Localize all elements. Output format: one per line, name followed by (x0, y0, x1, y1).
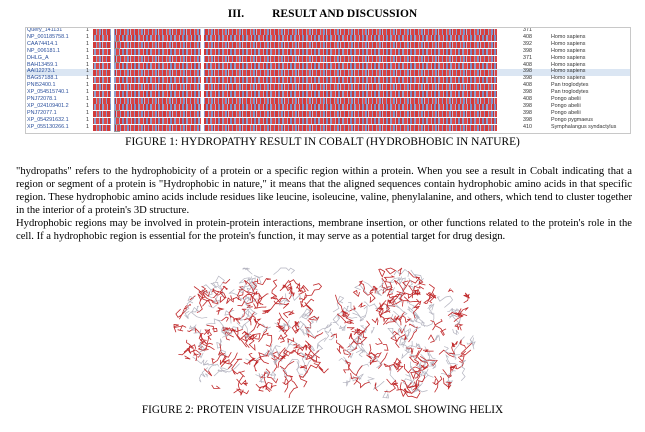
backbone-strand (302, 312, 310, 319)
sequence-end: 398 (523, 116, 532, 123)
alignment-gap (201, 28, 204, 131)
sequence-id-link[interactable]: Query_141131 (27, 27, 63, 33)
backbone-strand (206, 319, 215, 325)
helix-strand (356, 380, 370, 388)
sequence-id-link[interactable]: NP_001185758.1 (27, 33, 69, 40)
backbone-strand (242, 311, 253, 330)
helix-strand (409, 324, 418, 342)
backbone-strand (205, 374, 208, 377)
sequence-start: 1 (86, 116, 89, 123)
hydropathy-strip (93, 29, 497, 35)
sequence-start: 1 (86, 123, 89, 130)
backbone-strand (394, 270, 409, 277)
helix-strand (433, 326, 447, 336)
helix-strand (455, 322, 462, 330)
backbone-strand (243, 268, 252, 274)
sequence-start: 1 (86, 82, 89, 89)
sequence-start: 1 (86, 68, 89, 75)
sequence-organism: Homo sapiens (551, 61, 586, 68)
backbone-strand (421, 313, 434, 327)
helix-strand (221, 317, 228, 322)
backbone-strand (437, 296, 452, 307)
backbone-strand (217, 339, 222, 349)
backbone-strand (409, 278, 414, 287)
backbone-strand (300, 309, 311, 319)
sequence-organism: Pongo abelii (551, 102, 581, 109)
sequence-end: 371 (523, 27, 532, 33)
sequence-organism: Pongo abelii (551, 109, 581, 116)
sequence-end: 408 (523, 33, 532, 40)
backbone-strand (453, 329, 459, 335)
backbone-strand (388, 328, 394, 337)
helix-strand (185, 356, 191, 359)
helix-strand (298, 345, 307, 355)
helix-strand (464, 293, 470, 303)
backbone-strand (406, 373, 412, 383)
alignment-gap (111, 28, 114, 131)
backbone-strand (266, 371, 276, 377)
sequence-id-link[interactable]: XP_055130266.1 (27, 123, 69, 130)
backbone-strand (275, 347, 280, 356)
backbone-strand (340, 325, 347, 331)
sequence-id-link[interactable]: XP_024109401.2 (27, 102, 69, 109)
hydropathy-strip (93, 42, 497, 48)
backbone-strand (411, 270, 422, 281)
helix-strand (376, 338, 383, 344)
helix-strand (259, 386, 272, 391)
helix-strand (260, 350, 270, 363)
helix-strand (262, 333, 272, 346)
backbone-strand (364, 302, 378, 309)
helix-strand (288, 338, 294, 342)
sequence-organism: Homo sapiens (551, 47, 586, 54)
helix-strand (280, 361, 294, 369)
sequence-end: 398 (523, 89, 532, 96)
paragraph-2: Hydrophobic regions may be involved in protein-protein interactions, membrane insertion, or other functions related to the protein's role in the cell. If a hydrophobic region is essential for the protein's function, it may serve as a potential target for drug design. (16, 218, 632, 243)
helix-strand (396, 364, 403, 372)
sequence-start: 1 (86, 40, 89, 47)
hydropathy-strip (93, 91, 497, 97)
sequence-start: 1 (86, 33, 89, 40)
hydropathy-strip (93, 35, 497, 41)
helix-strand (386, 268, 396, 274)
sequence-end: 398 (523, 68, 532, 75)
sequence-end: 392 (523, 40, 532, 47)
body-text (16, 165, 632, 244)
backbone-strand (454, 337, 464, 355)
sequence-organism: Homo sapiens (551, 68, 586, 75)
hydropathy-strip (93, 104, 497, 110)
helix-strand (280, 285, 292, 291)
helix-strand (359, 281, 365, 290)
backbone-strand (357, 364, 369, 373)
sequence-organism: Homo sapiens (551, 33, 586, 40)
helix-strand (300, 365, 307, 368)
sequence-end: 408 (523, 61, 532, 68)
helix-strand (414, 301, 421, 307)
sequence-start: 1 (86, 102, 89, 109)
helix-strand (359, 303, 366, 307)
sequence-organism: Pan troglodytes (551, 89, 589, 96)
helix-strand (372, 318, 378, 325)
hydropathy-strip (93, 63, 497, 69)
helix-strand (254, 304, 267, 309)
sequence-start: 1 (86, 54, 89, 61)
protein-structure-left (170, 264, 332, 402)
hydropathy-strip (93, 111, 497, 117)
helix-strand (212, 385, 220, 389)
sequence-start: 1 (86, 47, 89, 54)
backbone-strand (339, 357, 348, 364)
backbone-strand (361, 341, 374, 363)
backbone-strand (329, 323, 332, 327)
backbone-strand (390, 365, 395, 381)
hydropathy-strip (93, 49, 497, 55)
backbone-strand (372, 328, 375, 334)
section-heading (0, 8, 645, 20)
sequence-start: 1 (86, 61, 89, 68)
paragraph-1: "hydropaths" refers to the hydrophobicity of a protein or a specific region within a protein. When you see a result in Cobalt indicating that a region or segment of a protein is "Hydrophobic in nature," it means that the aligned sequences contain hydrophobic amino acids in that specific region. These hydrophobic amino acids include residues like leucine, isoleucine, valine, phenylalanine, and others, which tend to cluster together in the interior of a protein's 3D structure. (16, 166, 632, 217)
sequence-end: 410 (523, 123, 532, 130)
backbone-strand (281, 368, 287, 379)
hydropathy-strip (93, 70, 497, 76)
helix-strand (259, 324, 268, 342)
helix-strand (449, 288, 454, 292)
sequence-id-link[interactable]: NP_006181.1 (27, 47, 60, 54)
sequence-id-link[interactable]: CAA74414.1 (27, 40, 58, 47)
figure-1-caption: FIGURE 1: HYDROPATHY RESULT IN COBALT (HYDROBHOBIC IN NATURE) (125, 136, 520, 148)
backbone-strand (435, 335, 440, 341)
sequence-organism: Pongo pygmaeus (551, 116, 593, 123)
sequence-end: 371 (523, 54, 532, 61)
helix-strand (271, 280, 277, 299)
backbone-strand (359, 349, 364, 357)
hydropathy-strip (93, 118, 497, 124)
helix-strand (387, 289, 392, 296)
helix-strand (346, 362, 363, 376)
sequence-id-link[interactable]: DHLG_A (27, 54, 49, 61)
sequence-start: 1 (86, 75, 89, 82)
helix-strand (403, 281, 409, 291)
sequence-end: 398 (523, 102, 532, 109)
helix-strand (197, 294, 203, 313)
backbone-strand (368, 377, 374, 384)
helix-strand (280, 333, 287, 339)
helix-strand (284, 311, 294, 318)
backbone-strand (343, 377, 351, 386)
helix-strand (379, 269, 385, 277)
backbone-strand (216, 276, 225, 292)
hydropathy-strips (93, 28, 497, 131)
sequence-start: 1 (86, 109, 89, 116)
helix-strand (306, 351, 319, 359)
sequence-start: 1 (86, 89, 89, 96)
sequence-id-link[interactable]: XP_054515740.1 (27, 89, 69, 96)
sequence-organism: Pan troglodytes (551, 82, 589, 89)
sequence-id-link[interactable]: AAI12273.1 (27, 68, 56, 75)
backbone-strand (422, 375, 434, 382)
sequence-id-link[interactable]: BAG57188.1 (27, 75, 58, 82)
sequence-organism: Pongo abelii (551, 96, 581, 102)
helix-strand (259, 294, 268, 302)
sequence-organism: Homo sapiens (551, 54, 586, 61)
backbone-strand (274, 268, 295, 275)
sequence-end: 398 (523, 47, 532, 54)
helix-strand (216, 308, 223, 315)
hydropathy-strip (93, 98, 497, 104)
protein-structure-right (320, 264, 482, 402)
backbone-strand (441, 371, 456, 376)
sequence-start: 1 (86, 96, 89, 102)
sequence-organism: Homo sapiens (551, 75, 586, 82)
sequence-start: 1 (86, 27, 89, 33)
helix-strand (266, 369, 278, 383)
backbone-strand (214, 371, 222, 376)
helix-strand (238, 376, 243, 390)
sequence-id-link[interactable]: XP_054291632.1 (27, 116, 69, 123)
backbone-strand (446, 355, 451, 364)
helix-strand (460, 340, 466, 348)
sequence-end: 398 (523, 109, 532, 116)
hydropathy-strip (93, 84, 497, 90)
helix-strand (370, 353, 380, 355)
helix-strand (204, 329, 212, 340)
helix-strand (249, 353, 253, 358)
helix-strand (235, 309, 246, 323)
hydropathy-strip (93, 56, 497, 62)
sequence-id-link[interactable]: PNJ72078.1 (27, 96, 57, 102)
section-number: III. (227, 8, 245, 20)
backbone-strand (333, 314, 340, 326)
helix-strand (384, 384, 395, 392)
sequence-end: 408 (523, 96, 532, 102)
sequence-organism: Homo sapiens (551, 40, 586, 47)
sequence-id-link[interactable]: PNJ72077.1 (27, 109, 57, 116)
helix-strand (354, 291, 360, 297)
sequence-organism: Symphalangus syndactylus (551, 123, 617, 130)
section-title: RESULT AND DISCUSSION (272, 8, 418, 20)
sequence-end: 398 (523, 75, 532, 82)
helix-strand (423, 350, 434, 352)
helix-strand (428, 335, 434, 342)
helix-strand (301, 296, 307, 307)
sequence-id-link[interactable]: PNI52400.1 (27, 82, 56, 89)
helix-strand (289, 381, 298, 399)
figure-2-caption: FIGURE 2: PROTEIN VISUALIZE THROUGH RASMOL SHOWING HELIX (141, 404, 504, 416)
helix-strand (457, 362, 463, 370)
backbone-strand (192, 308, 208, 319)
helix-strand (383, 344, 388, 350)
hydropathy-strip (93, 125, 497, 131)
helix-strand (347, 328, 354, 330)
sequence-end: 408 (523, 82, 532, 89)
hydropathy-strip (93, 77, 497, 83)
sequence-id-link[interactable]: BAH13459.1 (27, 61, 58, 68)
backbone-strand (289, 359, 300, 369)
